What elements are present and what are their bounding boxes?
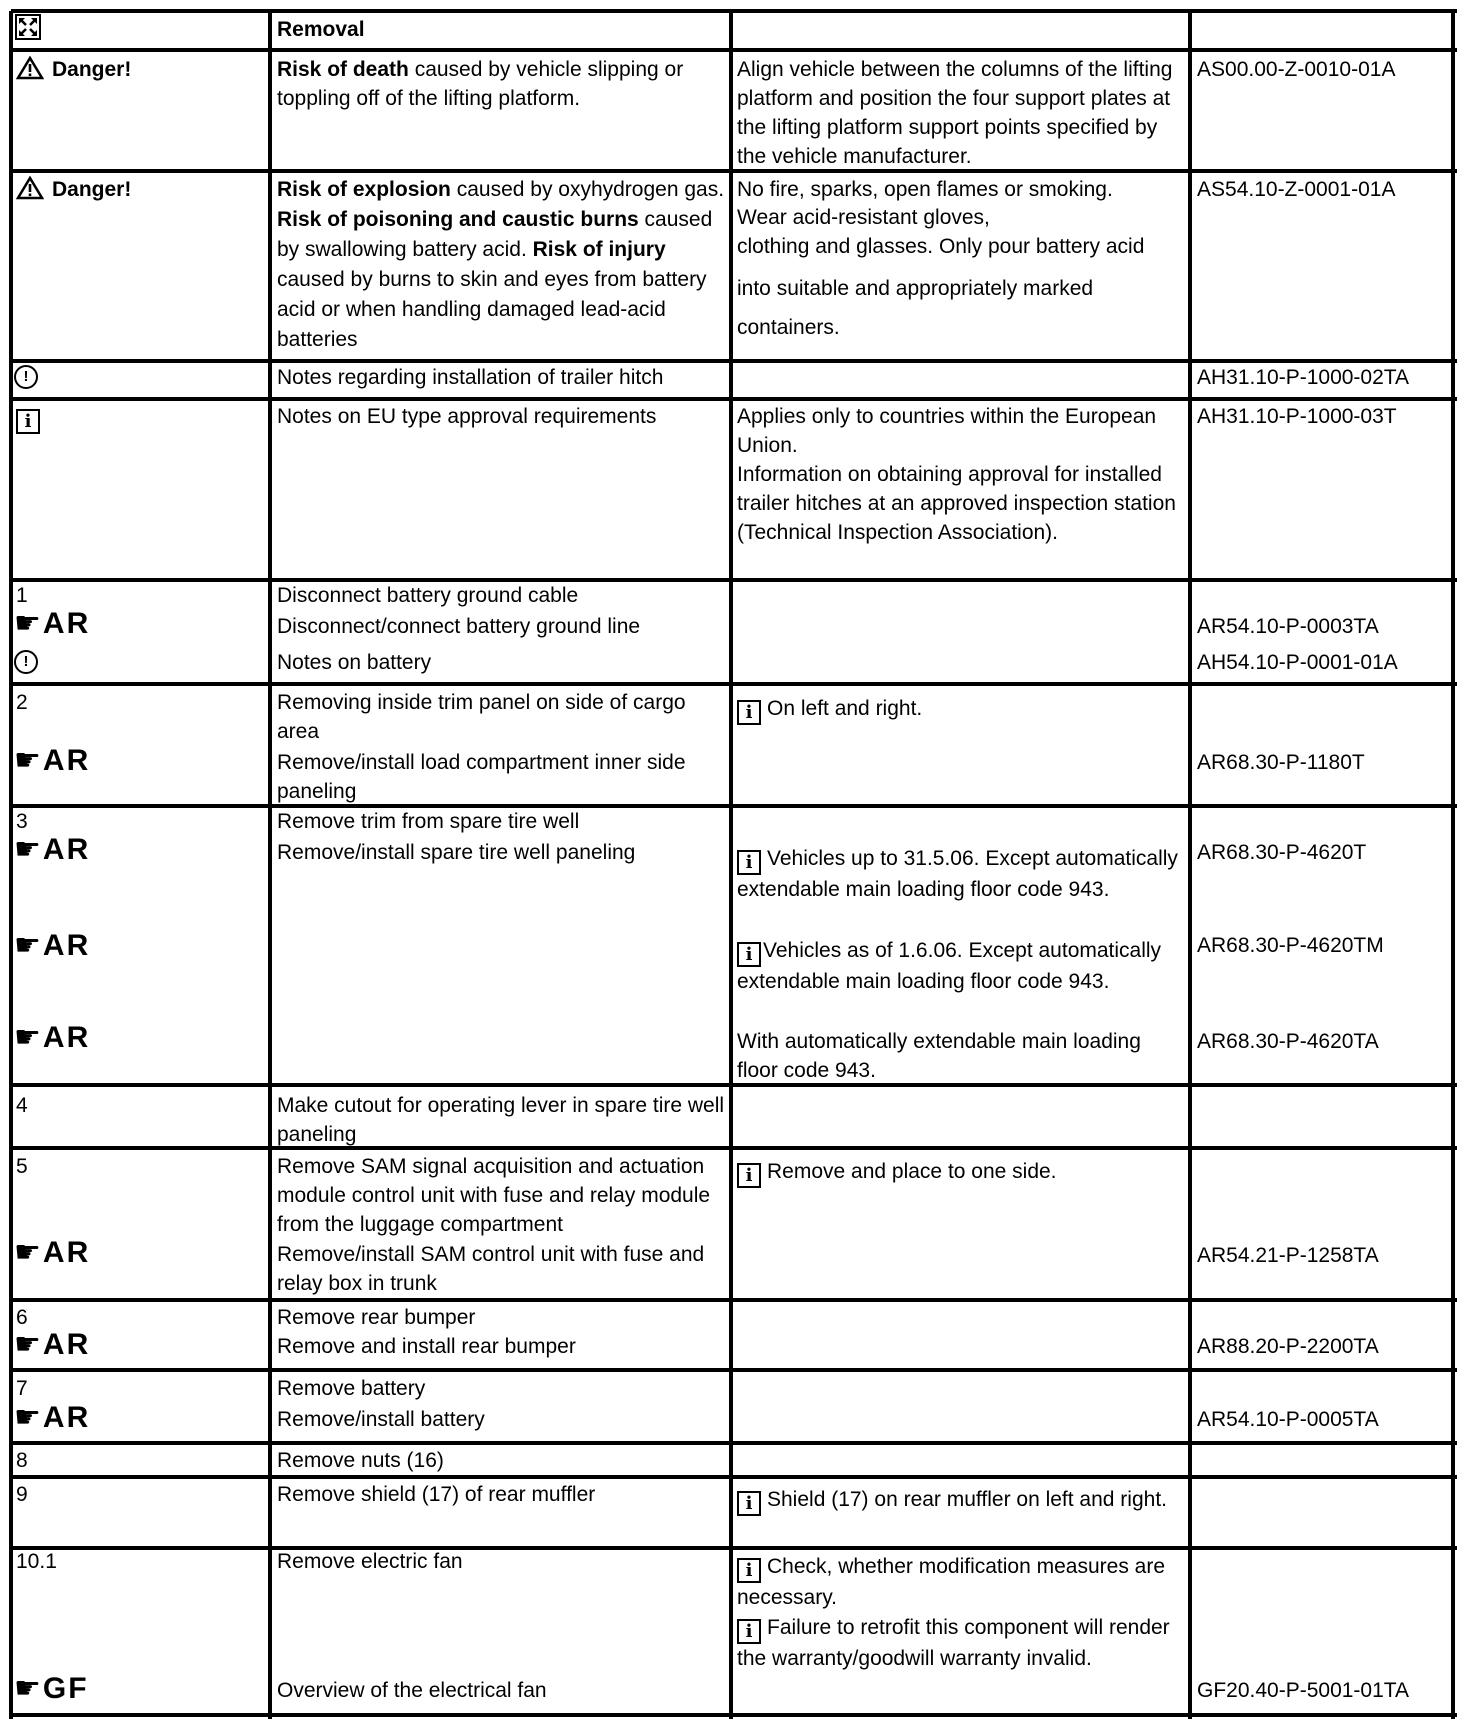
instruction-note — [737, 1485, 1187, 1516]
instruction-note: Information on obtaining approval for installed trailer hitches at an approved inspection station (Technical Inspection Association). — [737, 463, 1176, 544]
gf-label: GF — [42, 1672, 89, 1705]
ar-label: AR — [42, 1236, 91, 1269]
info-box-icon: i — [737, 1558, 761, 1583]
pointing-hand-icon: ☛ — [14, 833, 41, 866]
row-divider — [11, 169, 1457, 173]
column-divider — [1188, 11, 1192, 1719]
gf-text: Overview of the electrical fan — [277, 1679, 547, 1702]
step-number: 9 — [16, 1483, 28, 1506]
step-number: 5 — [16, 1155, 28, 1178]
danger-text: Danger! — [52, 58, 132, 81]
step-text: Remove trim from spare tire well — [277, 810, 580, 833]
risk-heading: Risk of injury — [532, 238, 666, 261]
ar-label: AR — [42, 1021, 91, 1054]
risk-text: caused by oxyhydrogen gas. — [450, 178, 725, 201]
document-reference[interactable]: AH54.10-P-0001-01A — [1197, 651, 1398, 674]
risk-text: caused by swallowing battery acid. — [277, 208, 713, 261]
row-divider — [11, 1475, 1457, 1479]
instruction-note — [737, 936, 1187, 997]
document-reference[interactable]: AR88.20-P-2200TA — [1197, 1335, 1379, 1358]
row-divider — [11, 48, 1457, 52]
ar-reference-marker — [14, 745, 90, 777]
warning-triangle-icon — [16, 56, 44, 80]
pointing-hand-icon: ☛ — [14, 1328, 41, 1361]
ar-label: AR — [42, 744, 91, 777]
step-text: Remove rear bumper — [277, 1306, 476, 1329]
instruction-note: Align vehicle between the columns of the lifting platform and position the four support plates at the lifting platform support points specified by the vehicle manufacturer. — [737, 58, 1173, 168]
gf-reference-marker — [14, 1673, 89, 1705]
danger-description — [277, 55, 727, 113]
document-reference[interactable]: AS54.10-Z-0001-01A — [1197, 178, 1396, 201]
step-text: Remove electric fan — [277, 1550, 463, 1573]
step-number: 1 — [16, 584, 28, 607]
step-text: Notes regarding installation of trailer hitch — [277, 366, 664, 389]
ar-reference-marker — [14, 930, 90, 962]
document-reference[interactable]: AS00.00-Z-0010-01A — [1197, 58, 1396, 81]
document-reference[interactable]: AH31.10-P-1000-02TA — [1197, 366, 1410, 389]
ar-text: Remove and install rear bumper — [277, 1335, 576, 1358]
ar-label: AR — [42, 1401, 91, 1434]
instruction-note-line: No fire, sparks, open flames or smoking. — [737, 178, 1113, 201]
ar-reference-marker — [14, 834, 90, 866]
info-box-icon: i — [737, 700, 761, 725]
step-text: Remove battery — [277, 1377, 426, 1400]
ar-label: AR — [42, 607, 91, 640]
row-divider — [11, 1713, 1457, 1717]
danger-label — [16, 55, 266, 84]
step-text: Disconnect battery ground cable — [277, 584, 579, 607]
info-box-icon: i — [737, 1163, 761, 1188]
row-divider — [11, 1368, 1457, 1372]
instruction-note-line: into suitable and appropriately marked — [737, 277, 1094, 300]
instruction-note — [737, 1552, 1187, 1613]
ar-text: Remove/install SAM control unit with fuse and relay box in trunk — [277, 1243, 705, 1295]
note-text: On left and right. — [767, 697, 923, 720]
notes-circle-icon: ! — [14, 650, 38, 674]
row-divider — [11, 1298, 1457, 1302]
row-divider — [11, 1083, 1457, 1087]
risk-text: caused by vehicle slipping or toppling off of the lifting platform. — [277, 58, 684, 110]
document-reference[interactable]: AR68.30-P-4620TM — [1197, 934, 1384, 957]
row-divider — [11, 9, 1457, 13]
risk-heading: Risk of explosion — [277, 178, 451, 201]
document-reference[interactable]: AR68.30-P-4620TA — [1197, 1030, 1379, 1053]
instruction-note — [737, 844, 1187, 905]
pointing-hand-icon: ☛ — [14, 1401, 41, 1434]
info-box-icon: i — [16, 409, 40, 434]
document-reference[interactable]: GF20.40-P-5001-01TA — [1197, 1679, 1410, 1702]
notes-text: Notes on battery — [277, 651, 432, 674]
step-number: 2 — [16, 691, 28, 714]
instruction-note-line: containers. — [737, 316, 840, 339]
note-text: Shield (17) on rear muffler on left and right. — [767, 1488, 1167, 1511]
ar-reference-marker — [14, 1237, 90, 1269]
ar-reference-marker — [14, 1022, 90, 1054]
row-divider — [11, 1441, 1457, 1445]
section-title: Removal — [277, 18, 365, 41]
row-divider — [11, 397, 1457, 401]
step-text: Notes on EU type approval requirements — [277, 405, 657, 428]
ar-text: Remove/install battery — [277, 1408, 485, 1431]
expand-arrows-icon — [15, 14, 41, 40]
document-reference[interactable]: AR54.10-P-0003TA — [1197, 615, 1379, 638]
info-box-icon: i — [737, 1619, 761, 1644]
column-divider — [729, 11, 733, 1719]
step-number: 10.1 — [16, 1550, 57, 1573]
step-number: 4 — [16, 1094, 28, 1117]
note-text: Remove and place to one side. — [767, 1160, 1057, 1183]
risk-heading: Risk of poisoning and caustic burns — [277, 208, 639, 231]
pointing-hand-icon: ☛ — [14, 1672, 41, 1705]
column-divider — [268, 11, 272, 1719]
pointing-hand-icon: ☛ — [14, 929, 41, 962]
ar-label: AR — [42, 929, 91, 962]
step-text: Remove shield (17) of rear muffler — [277, 1483, 596, 1506]
instruction-note — [737, 694, 1187, 725]
pointing-hand-icon: ☛ — [14, 1236, 41, 1269]
note-text: Vehicles up to 31.5.06. Except automatically extendable main loading floor code 943. — [737, 847, 1178, 901]
pointing-hand-icon: ☛ — [14, 1021, 41, 1054]
ar-text: Disconnect/connect battery ground line — [277, 615, 641, 638]
row-divider — [11, 1146, 1457, 1150]
ar-text: Remove/install load compartment inner side paneling — [277, 751, 686, 803]
danger-text: Danger! — [52, 178, 132, 201]
document-reference[interactable]: AR54.10-P-0005TA — [1197, 1408, 1379, 1431]
document-reference[interactable]: AR68.30-P-1180T — [1197, 751, 1365, 774]
ar-reference-marker — [14, 608, 90, 640]
ar-label: AR — [42, 1328, 91, 1361]
row-divider — [11, 682, 1457, 686]
note-text: Check, whether modification measures are necessary. — [737, 1555, 1166, 1609]
pointing-hand-icon: ☛ — [14, 607, 41, 640]
warning-triangle-icon — [16, 176, 44, 200]
risk-text: caused by burns to skin and eyes from battery acid or when handling damaged lead-acid batteries — [277, 268, 707, 351]
step-text: Make cutout for operating lever in spare tire well paneling — [277, 1094, 725, 1146]
instruction-note — [737, 1613, 1187, 1674]
step-number: 6 — [16, 1306, 28, 1329]
note-text: Failure to retrofit this component will render the warranty/goodwill warranty invalid. — [737, 1616, 1170, 1670]
document-reference[interactable]: AR54.21-P-1258TA — [1197, 1244, 1379, 1267]
danger-description — [277, 175, 727, 355]
ar-text: Remove/install spare tire well paneling — [277, 841, 636, 864]
instruction-note — [737, 1157, 1187, 1188]
instruction-note-line: clothing and glasses. Only pour battery acid — [737, 235, 1145, 258]
step-text: Remove SAM signal acquisition and actuation module control unit with fuse and relay module from the luggage compartment — [277, 1155, 711, 1236]
ar-label: AR — [42, 833, 91, 866]
step-number: 7 — [16, 1377, 28, 1400]
info-box-icon: i — [737, 942, 761, 967]
notes-circle-icon: ! — [14, 365, 38, 389]
instruction-note-line: Wear acid-resistant gloves, — [737, 206, 990, 229]
note-text: Vehicles as of 1.6.06. Except automatically extendable main loading floor code 943. — [737, 939, 1162, 993]
instruction-note: Applies only to countries within the European Union. — [737, 405, 1157, 457]
instruction-note: With automatically extendable main loading floor code 943. — [737, 1030, 1141, 1082]
danger-label — [16, 175, 266, 204]
info-box-icon: i — [737, 850, 761, 875]
step-number: 3 — [16, 810, 28, 833]
risk-heading: Risk of death — [277, 58, 409, 81]
step-text: Removing inside trim panel on side of cargo area — [277, 691, 686, 743]
info-box-icon: i — [737, 1491, 761, 1516]
column-divider — [9, 11, 13, 1719]
ar-reference-marker — [14, 1402, 90, 1434]
document-reference[interactable]: AH31.10-P-1000-03T — [1197, 405, 1397, 428]
step-text: Remove nuts (16) — [277, 1449, 444, 1472]
step-number: 8 — [16, 1449, 28, 1472]
ar-reference-marker — [14, 1329, 90, 1361]
document-reference[interactable]: AR68.30-P-4620T — [1197, 841, 1367, 864]
pointing-hand-icon: ☛ — [14, 744, 41, 777]
